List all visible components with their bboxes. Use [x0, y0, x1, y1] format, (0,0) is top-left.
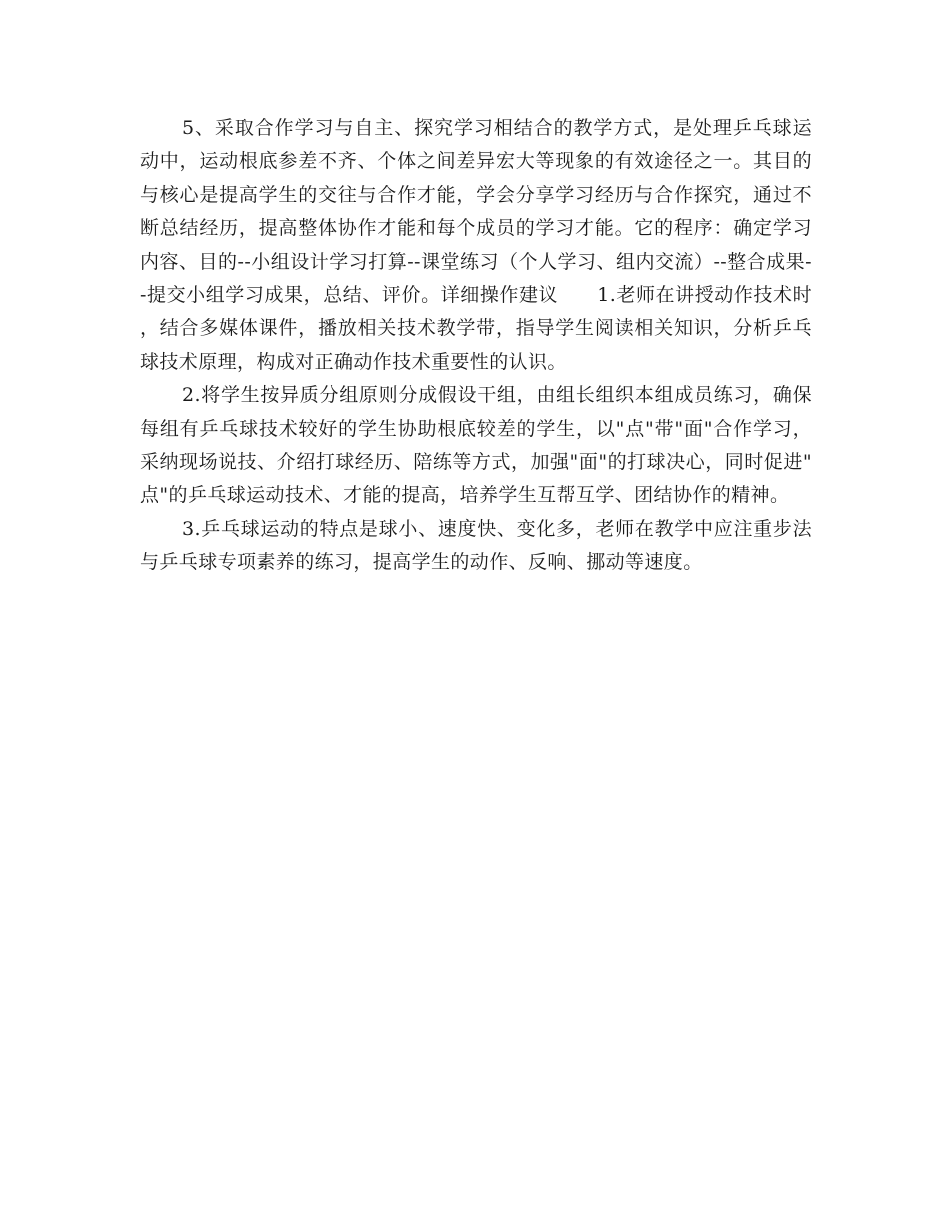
paragraph-group-practice: 2.将学生按异质分组原则分成假设干组，由组长组织本组成员练习，确保每组有乒乓球技术较好的学生协助根底较差的学生，以"点"带"面"合作学习，采纳现场说技、介绍打球经历、陪练等方式，加强"面"的打球决心，同时促进"点"的乒乓球运动技术、才能的提高，培养学生互帮互学、团结协作的精神。 [140, 384, 812, 507]
paragraph-cooperative-learning: 5、采取合作学习与自主、探究学习相结合的教学方式，是处理乒乓球运动中，运动根底参差不齐、个体之间差异宏大等现象的有效途径之一。其目的与核心是提高学生的交往与合作才能，学会分享学习经历与合作探究，通过不断总结经历，提高整体协作才能和每个成员的学习才能。它的程序：确定学习内容、目的--小组设计学习打算--课堂练习（个人学习、组内交流）--整合成果--提交小组学习成果，总结、评价。详细操作建议 1.老师在讲授动作技术时，结合多媒体课件，播放相关技术教学带，指导学生阅读相关知识，分析乒乓球技术原理，构成对正确动作技术重要性的认识。 [140, 117, 812, 373]
document-body [140, 112, 812, 580]
paragraph-footwork-training: 3.乒乓球运动的特点是球小、速度快、变化多，老师在教学中应注重步法与乒乓球专项素养的练习，提高学生的动作、反响、挪动等速度。 [140, 517, 812, 574]
